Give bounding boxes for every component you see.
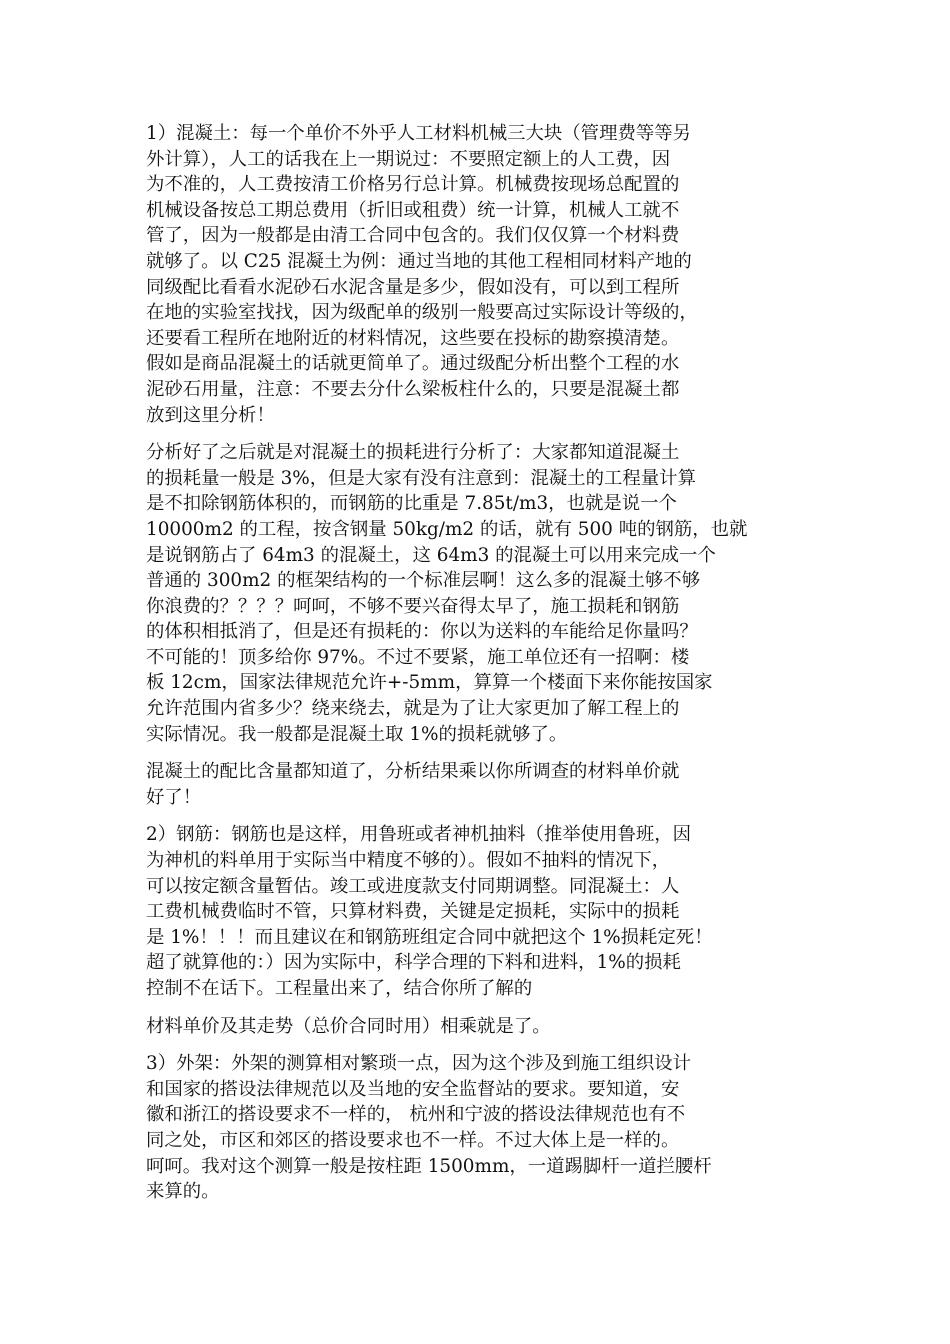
text-line: 假如是商品混凝土的话就更简单了。通过级配分析出整个工程的水 <box>146 353 680 375</box>
text-line: 好了！ <box>146 786 202 808</box>
text-line: 1）混凝土：每一个单价不外乎人工材料机械三大块（管理费等等另 <box>146 123 692 144</box>
paragraph-scaffold <box>146 1051 812 1205</box>
text-line: 你浪费的？？？？呵呵，不够不要兴奋得太早了，施工损耗和钢筋 <box>146 595 680 617</box>
document-body <box>146 121 812 1217</box>
text-line: 材料单价及其走势（总价合同时用）相乘就是了。 <box>146 1015 551 1037</box>
text-line: 是 1%！！！而且建议在和钢筋班组定合同中就把这个 1%损耗定死！ <box>146 926 713 948</box>
text-line: 为神机的料单用于实际当中精度不够的）。假如不抽料的情况下， <box>146 850 671 872</box>
text-line: 的体积相抵消了，但是还有损耗的：你以为送料的车能给足你量吗？ <box>146 621 698 643</box>
paragraph-concrete-loss <box>146 440 812 747</box>
text-line: 3）外架：外架的测算相对繁琐一点，因为这个涉及到施工组织设计 <box>146 1053 692 1075</box>
text-line: 是说钢筋占了 64m3 的混凝土，这 64m3 的混凝土可以用来完成一个 <box>146 544 716 566</box>
text-line: 呵呵。我对这个测算一般是按柱距 1500mm，一道踢脚杆一道拦腰杆 <box>146 1155 712 1177</box>
paragraph-rebar <box>146 822 812 1001</box>
text-line: 同级配比看看水泥砂石水泥含量是多少，假如没有，可以到工程所 <box>146 276 680 298</box>
text-line: 的损耗量一般是 3%，但是大家有没有注意到：混凝土的工程量计算 <box>146 467 696 489</box>
paragraph-concrete <box>146 121 812 428</box>
text-line: 可以按定额含量暂估。竣工或进度款支付同期调整。同混凝土：人 <box>146 875 680 897</box>
text-line: 实际情况。我一般都是混凝土取 1%的损耗就够了。 <box>146 723 568 745</box>
text-line: 分析好了之后就是对混凝土的损耗进行分析了：大家都知道混凝土 <box>146 442 680 464</box>
paragraph-concrete-result <box>146 759 812 810</box>
text-line: 不可能的！顶多给你 97%。不过不要紧，施工单位还有一招啊：楼 <box>146 646 690 668</box>
text-line: 为不准的，人工费按清工价格另行总计算。机械费按现场总配置的 <box>146 174 680 196</box>
text-line: 工费机械费临时不管，只算材料费，关键是定损耗，实际中的损耗 <box>146 901 680 923</box>
paragraph-rebar-price <box>146 1014 812 1040</box>
text-line: 10000m2 的工程，按含钢量 50kg/m2 的话，就有 500 吨的钢筋，也就 <box>146 518 748 540</box>
text-line: 来算的。 <box>146 1181 220 1203</box>
text-line: 放到这里分析！ <box>146 404 275 426</box>
text-line: 2）钢筋：钢筋也是这样，用鲁班或者神机抽料（推举使用鲁班，因 <box>146 824 692 846</box>
text-line: 管了，因为一般都是由清工合同中包含的。我们仅仅算一个材料费 <box>146 225 680 247</box>
text-line: 混凝土的配比含量都知道了，分析结果乘以你所调查的材料单价就 <box>146 761 680 783</box>
text-line: 允许范围内省多少？绕来绕去，就是为了让大家更加了解工程上的 <box>146 698 680 720</box>
text-line: 板 12cm，国家法律规范允许+-5mm，算算一个楼面下来你能按国家 <box>146 672 713 694</box>
text-line: 同之处，市区和郊区的搭设要求也不一样。不过大体上是一样的。 <box>146 1129 680 1151</box>
text-line: 机械设备按总工期总费用（折旧或租费）统一计算，机械人工就不 <box>146 199 680 221</box>
text-line: 和国家的搭设法律规范以及当地的安全监督站的要求。要知道，安 <box>146 1078 680 1100</box>
text-line: 就够了。以 C25 混凝土为例：通过当地的其他工程相同材料产地的 <box>146 250 692 272</box>
text-line: 普通的 300m2 的框架结构的一个标准层啊！这么多的混凝土够不够 <box>146 570 701 592</box>
text-line: 外计算），人工的话我在上一期说过：不要照定额上的人工费，因 <box>146 148 671 170</box>
text-line: 泥砂石用量，注意：不要去分什么梁板柱什么的，只要是混凝土都 <box>146 378 680 400</box>
text-line: 超了就算他的：）因为实际中，科学合理的下料和进料，1%的损耗 <box>146 952 681 974</box>
text-line: 徽和浙江的搭设要求不一样的， 杭州和宁波的搭设法律规范也有不 <box>146 1104 686 1126</box>
text-line: 是不扣除钢筋体积的，而钢筋的比重是 7.85t/m3，也就是说一个 <box>146 493 677 515</box>
text-line: 还要看工程所在地附近的材料情况，这些要在投标的勘察摸清楚。 <box>146 327 680 349</box>
text-line: 在地的实验室找找，因为级配单的级别一般要高过实际设计等级的， <box>146 302 698 324</box>
text-line: 控制不在话下。工程量出来了，结合你所了解的 <box>146 978 533 999</box>
